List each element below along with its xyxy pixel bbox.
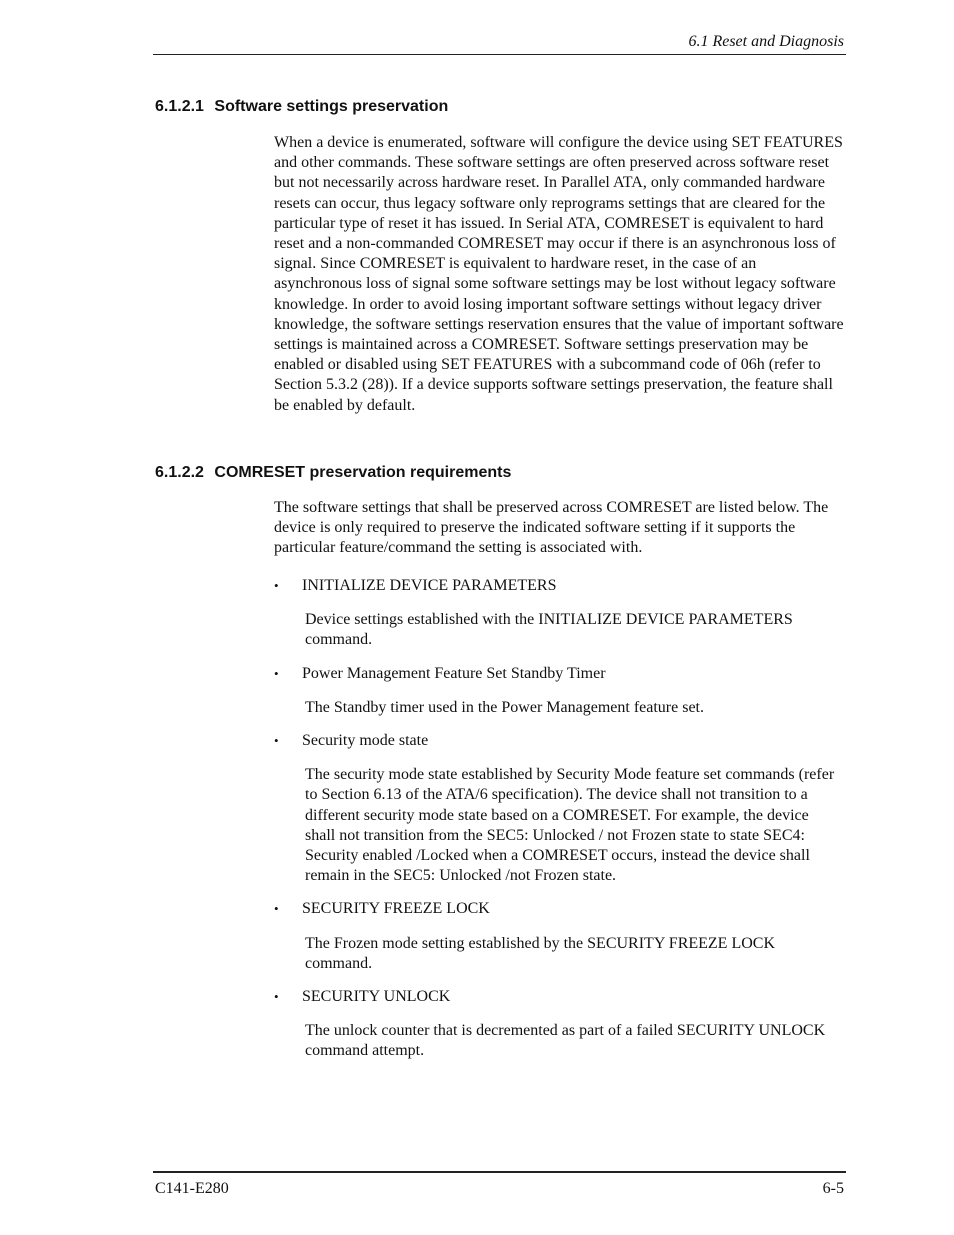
list-item-label: Power Management Feature Set Standby Timer	[302, 664, 606, 682]
list-item-label-row	[274, 987, 846, 1007]
section-heading-comreset	[155, 463, 511, 483]
list-item-label-row	[274, 731, 846, 751]
list-item-description: The Frozen mode setting established by the SECURITY FREEZE LOCK command.	[305, 934, 776, 972]
section-title: Software settings preservation	[214, 98, 449, 115]
list-item-description: The security mode state established by Security Mode feature set commands (refer to Section 6.13 of the ATA/6 specification). The device shall not transition to a different security mode state based on a COMRESET. For example, the device shall not transition from the SEC5: Unlocked / not Frozen state to state SEC4: Security enabled /Locked when a COMRESET occurs, instead the device shall remain in the SEC5: Unlocked /not Frozen state.	[305, 766, 835, 885]
list-item-label-row	[274, 664, 846, 684]
section-number: 6.1.2.2	[155, 464, 204, 481]
document-id: C141-E280	[155, 1180, 229, 1197]
list-item-description: The unlock counter that is decremented as part of a failed SECURITY UNLOCK command attempt.	[305, 1022, 826, 1060]
section-heading-software-settings	[155, 97, 448, 117]
bullet-icon: •	[274, 901, 279, 917]
bullet-icon: •	[274, 733, 279, 749]
list-item-label-row	[274, 899, 846, 919]
preserved-settings-list	[274, 576, 846, 1075]
bullet-icon: •	[274, 578, 279, 593]
list-item	[274, 899, 846, 974]
list-item-label: Security mode state	[302, 732, 429, 750]
list-item-description: Device settings established with the INITIALIZE DEVICE PARAMETERS command.	[305, 611, 793, 649]
list-item-label: SECURITY FREEZE LOCK	[302, 900, 490, 918]
list-item-label-row	[274, 576, 846, 596]
comreset-intro-paragraph: The software settings that shall be preserved across COMRESET are listed below. The device is only required to preserve the indicated software setting if it supports the particular feature/command the setting is associated with.	[274, 499, 829, 557]
list-item-label: SECURITY UNLOCK	[302, 988, 451, 1006]
page-header	[153, 32, 846, 55]
list-item	[274, 576, 846, 651]
list-item	[274, 987, 846, 1062]
bullet-icon: •	[274, 989, 279, 1005]
page-number: 6-5	[822, 1180, 844, 1197]
software-settings-paragraph: When a device is enumerated, software will configure the device using SET FEATURES and other commands. These software settings are often preserved across software reset but not necessarily across hardware reset. In Parallel ATA, only commanded hardware resets can occur, thus legacy software only reprograms settings that are cleared for the particular type of reset it has issued. In Serial ATA, COMRESET is equivalent to hard reset and a non-commanded COMRESET may occur if there is an asynchronous loss of signal. Since COMRESET is equivalent to hardware reset, in the case of an asynchronous loss of signal some software settings may be lost without legacy software knowledge. In order to avoid losing important software settings without legacy driver knowledge, the software settings reservation ensures that the value of important software settings is maintained across a COMRESET. Software settings preservation may be enabled or disabled using SET FEATURES with a subcommand code of 06h (refer to Section 5.3.2 (28)). If a device supports software settings preservation, the feature shall be enabled by default.	[274, 134, 844, 414]
section-title: COMRESET preservation requirements	[214, 464, 512, 481]
list-item	[274, 731, 846, 886]
list-item-label: INITIALIZE DEVICE PARAMETERS	[302, 577, 557, 594]
list-item	[274, 664, 846, 718]
page-footer	[153, 1171, 846, 1197]
section-number: 6.1.2.1	[155, 98, 204, 115]
list-item-description: The Standby timer used in the Power Management feature set.	[305, 698, 704, 716]
running-header-title: 6.1 Reset and Diagnosis	[688, 33, 844, 50]
bullet-icon: •	[274, 665, 279, 681]
